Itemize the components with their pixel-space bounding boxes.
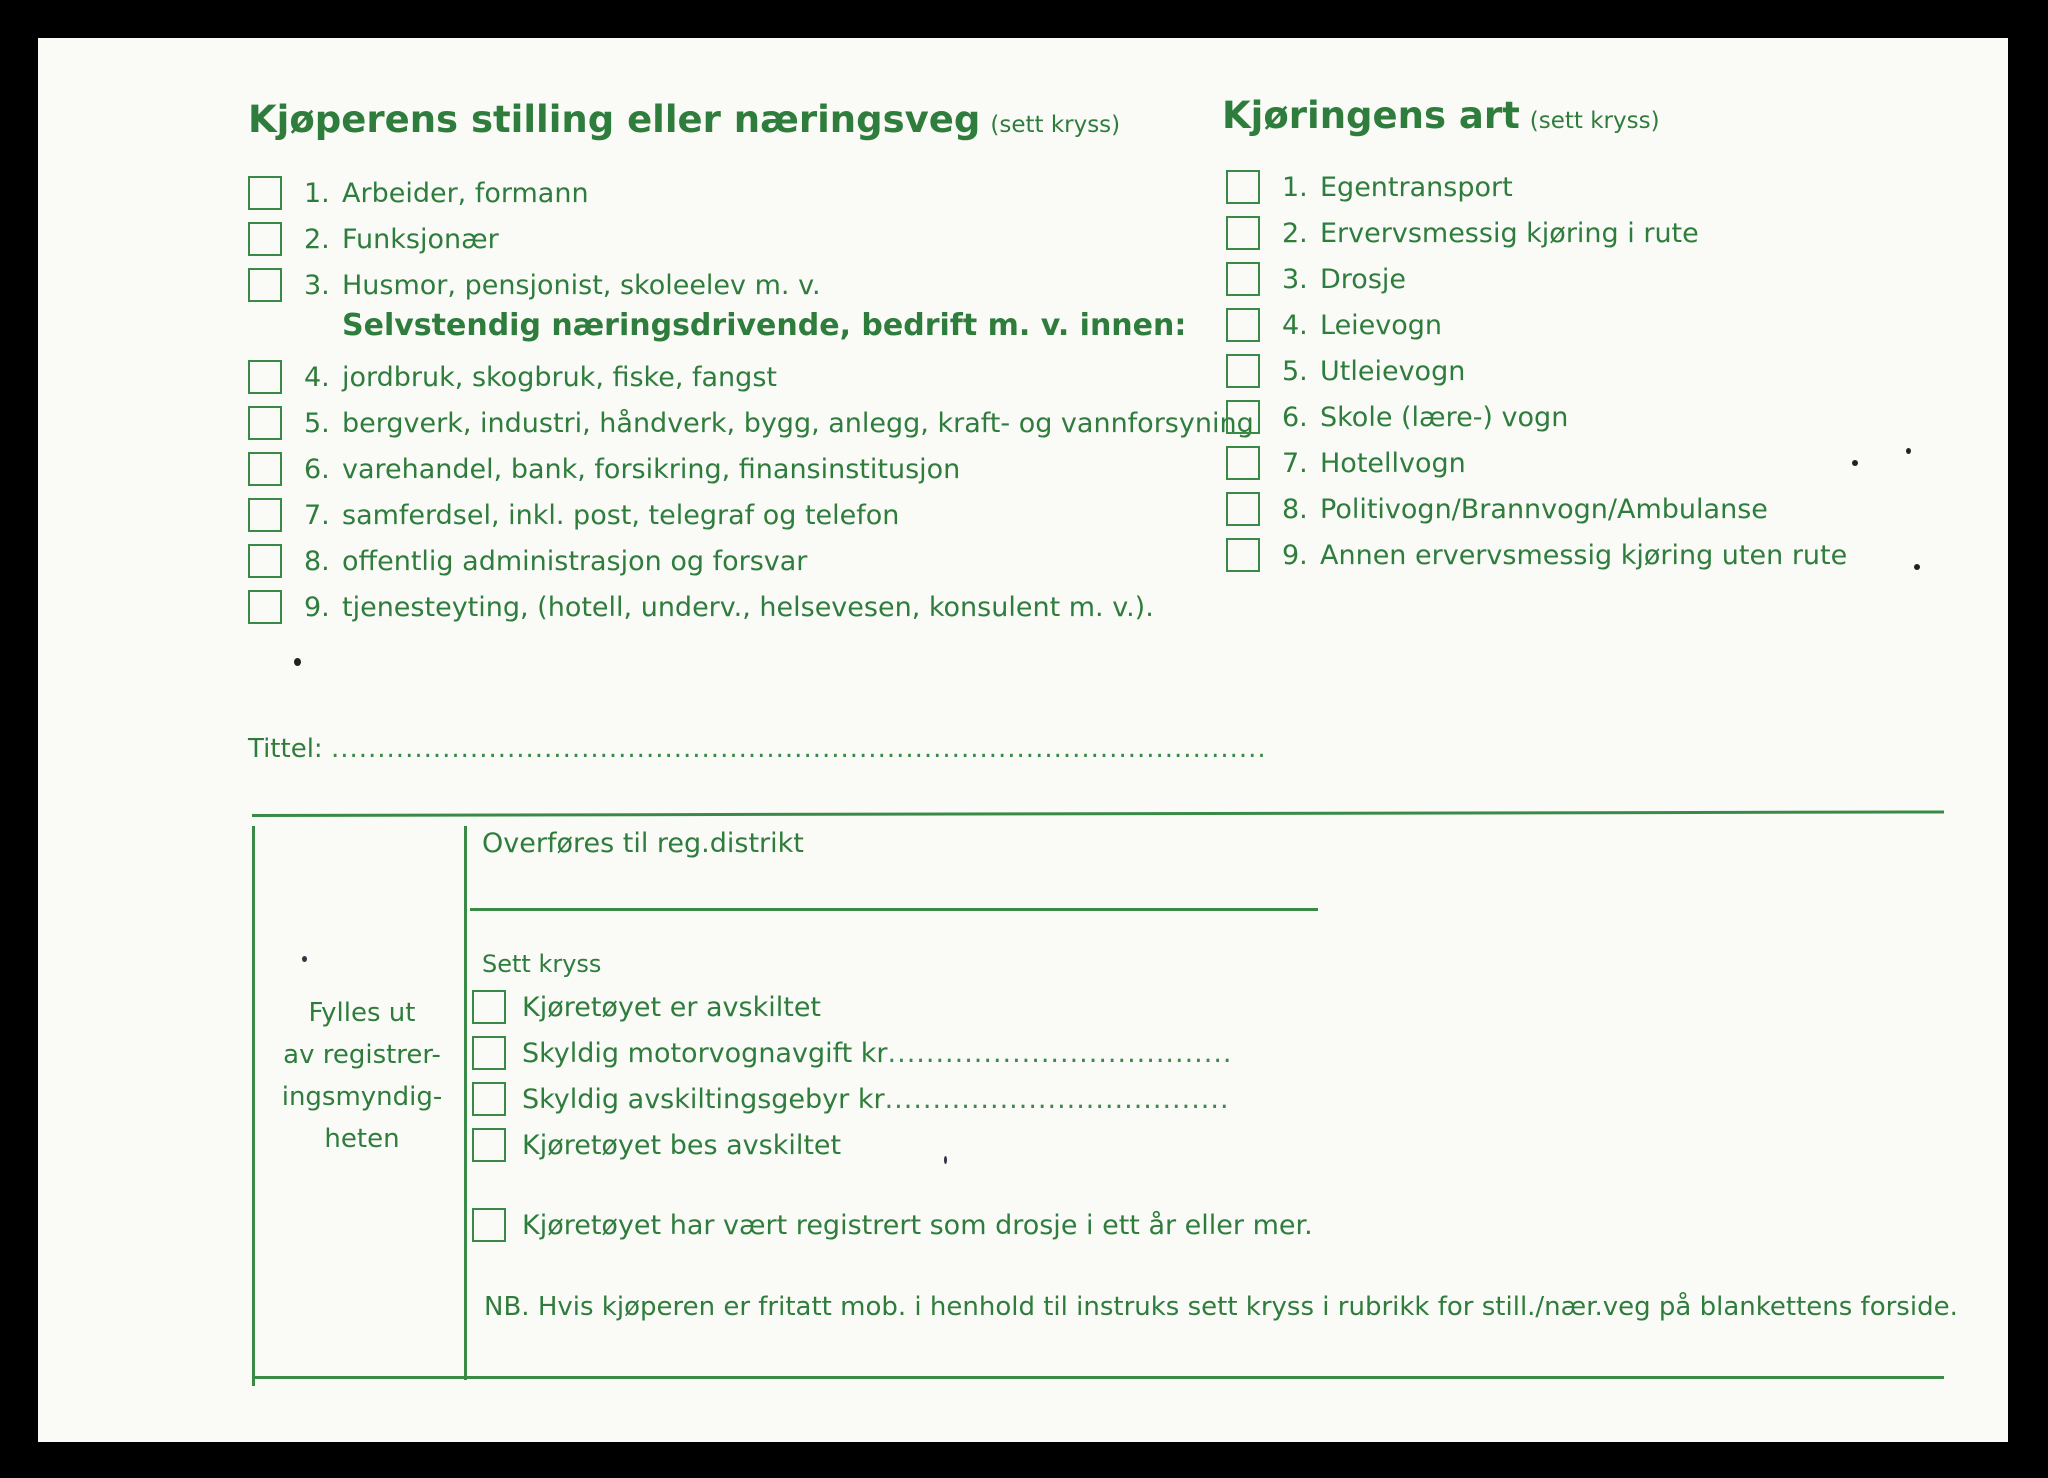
checkbox[interactable] [248, 452, 282, 486]
check-label: Kjøretøyet bes avskiltet [522, 1129, 842, 1161]
option-label: bergverk, industri, håndverk, bygg, anlegg, kraft- og vannforsyning [342, 407, 1254, 439]
nb-note: NB. Hvis kjøperen er fritatt mob. i henhold til instruks sett kryss i rubrikk for still./nær.veg på blankettens forside. [484, 1292, 1958, 1322]
driving-type-heading [1222, 94, 1660, 137]
option-label: tjenesteyting, (hotell, underv., helsevesen, konsulent m. v.). [342, 591, 1154, 623]
occupation-option[interactable] [248, 174, 589, 212]
option-number: 9. [304, 591, 330, 623]
transfer-underline [470, 908, 1318, 911]
label-line: av registrer- [283, 1040, 441, 1070]
scan-speck [1852, 460, 1858, 466]
checkbox[interactable] [248, 222, 282, 256]
registry-check-row[interactable] [472, 990, 821, 1024]
option-number: 8. [304, 545, 330, 577]
check-label: Skyldig avskiltingsgebyr kr [522, 1083, 885, 1115]
buyer-occupation-title: Kjøperens stilling eller næringsveg [248, 98, 981, 141]
option-label: varehandel, bank, forsikring, finansinstitusjon [342, 453, 961, 485]
option-label: Utleievogn [1320, 355, 1466, 387]
checkbox[interactable] [248, 360, 282, 394]
option-number: 1. [304, 177, 330, 209]
driving-type-hint: (sett kryss) [1529, 108, 1660, 134]
driving-type-option[interactable] [1226, 352, 1465, 390]
checkbox[interactable] [1226, 216, 1260, 250]
checkbox[interactable] [1226, 262, 1260, 296]
option-label: Leievogn [1320, 309, 1443, 341]
scan-speck [294, 658, 301, 666]
title-dotted-line[interactable]: ..................................................................................................... [330, 734, 1267, 764]
option-number: 7. [304, 499, 330, 531]
checkbox[interactable] [472, 1082, 506, 1116]
driving-type-option[interactable] [1226, 398, 1568, 436]
option-label: Politivogn/Brannvogn/Ambulanse [1320, 493, 1768, 525]
occupation-option[interactable] [248, 220, 499, 258]
checkbox[interactable] [472, 1036, 506, 1070]
option-label: jordbruk, skogbruk, fiske, fangst [342, 361, 777, 393]
option-number: 2. [304, 223, 330, 255]
option-number: 6. [1282, 401, 1308, 433]
checkbox[interactable] [1226, 446, 1260, 480]
option-number: 2. [1282, 217, 1308, 249]
option-number: 1. [1282, 171, 1308, 203]
option-label: samferdsel, inkl. post, telegraf og telefon [342, 499, 900, 531]
checkbox[interactable] [248, 176, 282, 210]
option-number: 4. [304, 361, 330, 393]
occupation-option[interactable] [248, 496, 899, 534]
checkbox[interactable] [472, 990, 506, 1024]
scan-speck [1906, 448, 1911, 454]
option-number: 5. [1282, 355, 1308, 387]
scan-speck [1914, 564, 1920, 570]
option-number: 4. [1282, 309, 1308, 341]
registry-check-row[interactable] [472, 1128, 841, 1162]
check-label: Kjøretøyet har vært registrert som drosje i ett år eller mer. [522, 1209, 1313, 1241]
occupation-option[interactable] [248, 358, 777, 396]
checkbox[interactable] [248, 590, 282, 624]
driving-type-option[interactable] [1226, 260, 1406, 298]
option-number: 8. [1282, 493, 1308, 525]
checkbox[interactable] [1226, 308, 1260, 342]
driving-type-title: Kjøringens art [1222, 94, 1520, 137]
option-label: Hotellvogn [1320, 447, 1466, 479]
label-line: Fylles ut [308, 998, 416, 1028]
option-label: Husmor, pensjonist, skoleelev m. v. [342, 269, 821, 301]
checkbox[interactable] [248, 498, 282, 532]
occupation-option[interactable] [248, 266, 821, 304]
check-dotted-line[interactable]: .................................... [887, 1037, 1233, 1069]
option-label: offentlig administrasjon og forsvar [342, 545, 808, 577]
checkbox[interactable] [1226, 538, 1260, 572]
check-label: Skyldig motorvognavgift kr [522, 1037, 888, 1069]
occupation-option[interactable] [248, 450, 960, 488]
checkbox[interactable] [472, 1208, 506, 1242]
drosje-check-row[interactable] [472, 1208, 1313, 1242]
checkbox[interactable] [1226, 170, 1260, 204]
title-label: Tittel: [248, 734, 323, 764]
checkbox[interactable] [472, 1128, 506, 1162]
option-label: Annen ervervsmessig kjøring uten rute [1320, 539, 1848, 571]
checkbox[interactable] [248, 406, 282, 440]
frame-left-line [252, 826, 255, 1386]
driving-type-option[interactable] [1226, 306, 1442, 344]
buyer-occupation-heading [248, 98, 1120, 141]
scan-speck [302, 956, 307, 962]
driving-type-option[interactable] [1226, 536, 1847, 574]
occupation-option[interactable] [248, 542, 807, 580]
checkbox[interactable] [248, 544, 282, 578]
occupation-option[interactable] [248, 404, 1254, 442]
option-label: Drosje [1320, 263, 1406, 295]
occupation-option[interactable] [248, 588, 1154, 626]
checkbox[interactable] [248, 268, 282, 302]
option-label: Egentransport [1320, 171, 1513, 203]
option-number: 7. [1282, 447, 1308, 479]
transfer-label: Overføres til reg.distrikt [482, 828, 804, 859]
checkbox[interactable] [1226, 492, 1260, 526]
option-number: 3. [1282, 263, 1308, 295]
self-employed-subheading: Selvstendig næringsdrivende, bedrift m. v. innen: [342, 308, 1187, 343]
check-label: Kjøretøyet er avskiltet [522, 991, 822, 1023]
buyer-occupation-hint: (sett kryss) [990, 112, 1121, 138]
driving-type-option[interactable] [1226, 214, 1699, 252]
driving-type-option[interactable] [1226, 490, 1768, 528]
driving-type-option[interactable] [1226, 444, 1466, 482]
option-number: 5. [304, 407, 330, 439]
option-number: 9. [1282, 539, 1308, 571]
option-label: Skole (lære-) vogn [1320, 401, 1569, 433]
registry-check-row[interactable] [472, 1082, 1230, 1116]
label-line: heten [324, 1124, 400, 1154]
scan-speck [944, 1156, 947, 1164]
checkbox[interactable] [1226, 354, 1260, 388]
check-dotted-line[interactable]: .................................... [884, 1083, 1230, 1115]
checkbox[interactable] [1226, 400, 1260, 434]
registry-check-row[interactable] [472, 1036, 1233, 1070]
title-field[interactable] [248, 734, 1267, 764]
option-number: 6. [304, 453, 330, 485]
driving-type-option[interactable] [1226, 168, 1513, 206]
option-label: Arbeider, formann [342, 177, 589, 209]
sett-kryss-label: Sett kryss [482, 950, 602, 978]
label-line: ingsmyndig- [281, 1082, 443, 1112]
option-number: 3. [304, 269, 330, 301]
option-label: Ervervsmessig kjøring i rute [1320, 217, 1699, 249]
registry-authority-label [262, 992, 462, 1160]
frame-bottom-line [252, 1376, 1944, 1379]
option-label: Funksjonær [342, 223, 499, 255]
frame-divider-line [464, 826, 467, 1380]
